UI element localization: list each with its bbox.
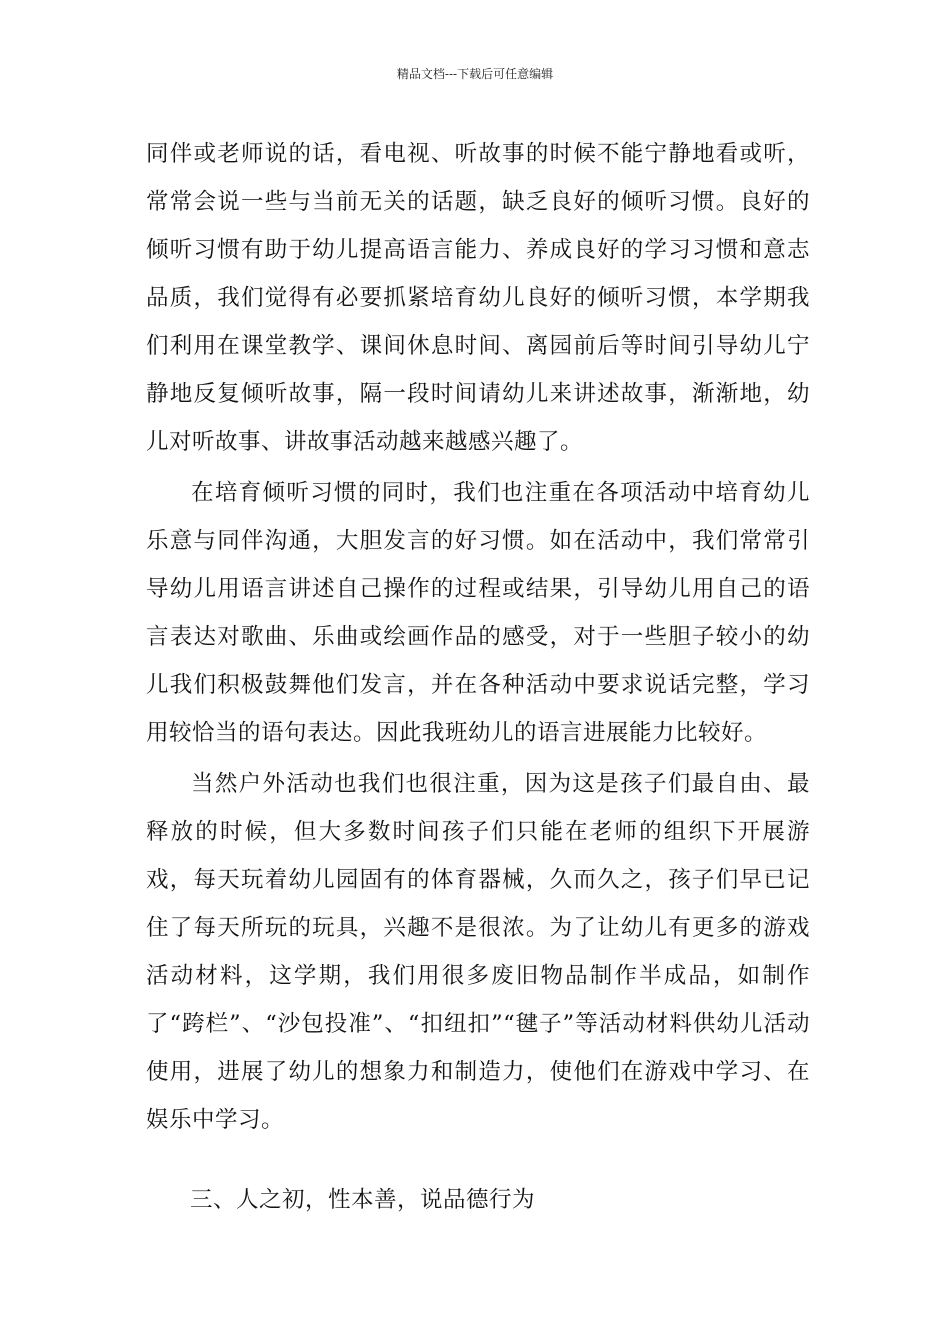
paragraph-listening-habits: 同伴或老师说的话，看电视、听故事的时候不能宁静地看或听，常常会说一些与当前无关的话题，缺乏良好的倾听习惯。良好的倾听习惯有助于幼儿提高语言能力、养成良好的学习习惯和意志品质，我们觉得有必要抓紧培育幼儿良好的倾听习惯，本学期我们利用在课堂教学、课间休息时间、离园前后等时间引导幼儿宁静地反复倾听故事，隔一段时间请幼儿来讲述故事，渐渐地，幼儿对听故事、讲故事活动越来越感兴趣了。 <box>146 141 810 455</box>
page-header: 精品文档---下载后可任意编辑 <box>396 67 554 81</box>
paragraph-outdoor-activities: 当然户外活动也我们也很注重，因为这是孩子们最自由、最释放的时候，但大多数时间孩子们只能在老师的组织下开展游戏，每天玩着幼儿园固有的体育器械，久而久之，孩子们早已记住了每天所玩的玩具，兴趣不是很浓。为了让幼儿有更多的游戏活动材料，这学期，我们用很多废旧物品制作半成品，如制作了“跨栏”、“沙包投准”、“扣纽扣”“毽子”等活动材料供幼儿活动使用，进展了幼儿的想象力和制造力，使他们在游戏中学习、在娱乐中学习。 <box>146 771 810 1133</box>
section-heading: 三、人之初，性本善，说品德行为 <box>190 1187 536 1213</box>
paragraph-communication: 在培育倾听习惯的同时，我们也注重在各项活动中培育幼儿乐意与同伴沟通，大胆发言的好习惯。如在活动中，我们常常引导幼儿用语言讲述自己操作的过程或结果，引导幼儿用自己的语言表达对歌曲、乐曲或绘画作品的感受，对于一些胆子较小的幼儿我们积极鼓舞他们发言，并在各种活动中要求说话完整，学习用较恰当的语句表达。因此我班幼儿的语言进展能力比较好。 <box>146 480 810 746</box>
document-body <box>146 130 810 1144</box>
